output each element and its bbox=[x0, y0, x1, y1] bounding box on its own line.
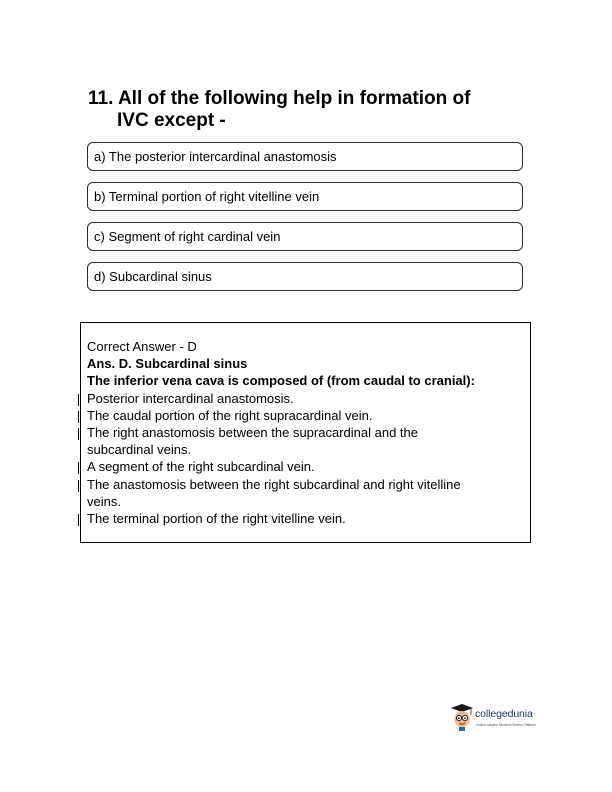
bullet-mark bbox=[78, 514, 79, 526]
question-title bbox=[88, 88, 528, 132]
list-item-text-cont: veins. bbox=[87, 493, 121, 509]
list-item bbox=[87, 424, 527, 458]
list-item-text: A segment of the right subcardinal vein. bbox=[87, 459, 315, 475]
option-d-label: d) Subcardinal sinus bbox=[94, 269, 212, 284]
bullet-mark bbox=[78, 428, 79, 440]
question-text-line2: IVC except - bbox=[117, 110, 226, 131]
list-item-text: The right anastomosis between the supracardinal and the bbox=[87, 425, 418, 441]
bullet-mark bbox=[78, 411, 79, 423]
answer-heading: Ans. D. Subcardinal sinus bbox=[87, 356, 248, 372]
option-c[interactable] bbox=[87, 222, 523, 251]
list-item-text: The anastomosis between the right subcardinal and right vitelline bbox=[87, 476, 461, 492]
list-item bbox=[87, 390, 527, 407]
collegedunia-logo bbox=[450, 702, 545, 738]
bullet-mark bbox=[78, 462, 79, 474]
list-item-text: The caudal portion of the right supracardinal vein. bbox=[87, 407, 373, 423]
option-c-label: c) Segment of right cardinal vein bbox=[94, 229, 281, 244]
list-item bbox=[87, 476, 527, 510]
logo-tagline: India's Largest Student Review Platform bbox=[476, 723, 537, 727]
student-mascot-icon bbox=[450, 702, 474, 732]
list-item bbox=[87, 458, 527, 475]
bullet-mark bbox=[78, 394, 79, 406]
option-b-label: b) Terminal portion of right vitelline vein bbox=[94, 189, 320, 204]
list-item-text: Posterior intercardinal anastomosis. bbox=[87, 390, 294, 406]
option-d[interactable] bbox=[87, 262, 523, 291]
list-item bbox=[87, 510, 527, 527]
option-a[interactable] bbox=[87, 142, 523, 171]
list-item-text-cont: subcardinal veins. bbox=[87, 442, 192, 458]
bullet-mark bbox=[78, 480, 79, 492]
answer-explanation bbox=[87, 338, 527, 527]
question-number: 11. bbox=[88, 88, 114, 109]
option-a-label: a) The posterior intercardinal anastomosis bbox=[94, 149, 337, 164]
question-text-line1: All of the following help in formation of bbox=[117, 88, 471, 109]
logo-name: collegedunia bbox=[475, 708, 533, 720]
list-item bbox=[87, 407, 527, 424]
list-item-text: The terminal portion of the right vitelline vein. bbox=[87, 511, 346, 527]
answer-intro: The inferior vena cava is composed of (from caudal to cranial): bbox=[87, 373, 475, 389]
option-b[interactable] bbox=[87, 182, 523, 211]
correct-answer-line: Correct Answer - D bbox=[87, 339, 197, 354]
